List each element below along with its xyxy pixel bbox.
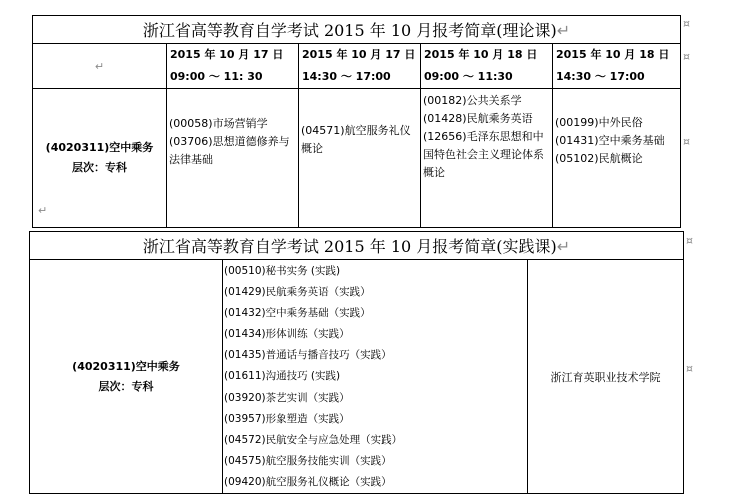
practice-title: 浙江省高等教育自学考试 2015 年 10 月报考简章(实践课) [142, 237, 557, 256]
course-item: (03706)思想道德修养与法律基础 [169, 135, 290, 166]
course-cell [421, 89, 553, 228]
practice-title-cell [30, 232, 684, 260]
header-blank-cell [33, 44, 167, 89]
paragraph-mark: ↵ [38, 204, 48, 217]
course-item: (00182)公共关系学 [423, 94, 522, 107]
course-item: (01611)沟通技巧 (实践) [224, 370, 341, 383]
session-header [553, 44, 681, 89]
course-item: (01432)空中乘务基础（实践） [224, 307, 371, 320]
row-end-mark: ¤ [683, 135, 690, 148]
course-item: (03957)形象塑造（实践） [224, 412, 350, 425]
course-item: (01431)空中乘务基础 [555, 134, 665, 147]
paragraph-mark: ↵ [556, 21, 571, 40]
session-date: 2015 年 10 月 18 日 [556, 48, 670, 61]
session-time: 14:30 ～ 17:00 [556, 70, 645, 83]
school-name: 浙江育英职业技术学院 [550, 370, 661, 384]
theory-schedule-table [32, 15, 681, 228]
course-item: (00199)中外民俗 [555, 116, 643, 129]
session-header [167, 44, 299, 89]
session-date: 2015 年 10 月 17 日 [302, 48, 416, 61]
practice-course-list [223, 260, 528, 494]
session-date: 2015 年 10 月 18 日 [424, 48, 538, 61]
session-time: 09:00 ～ 11: 30 [170, 70, 263, 83]
course-cell [553, 89, 681, 228]
course-item: (09420)航空服务礼仪概论（实践） [224, 475, 392, 488]
row-end-mark: ¤ [683, 50, 690, 63]
course-item: (01429)民航乘务英语（实践） [224, 286, 371, 299]
course-cell [167, 89, 299, 228]
paragraph-mark: ↵ [94, 59, 105, 73]
course-item: (00058)市场营销学 [169, 117, 268, 130]
session-date: 2015 年 10 月 17 日 [170, 48, 284, 61]
program-name: (4020311)空中乘务 [45, 141, 154, 154]
practice-schedule-table [29, 231, 684, 494]
course-item: (04572)民航安全与应急处理（实践） [224, 433, 403, 446]
session-header [421, 44, 553, 89]
program-cell [30, 260, 223, 494]
school-cell [528, 260, 684, 494]
course-item: (01428)民航乘务英语 [423, 112, 533, 125]
course-item: (04575)航空服务技能实训（实践） [224, 454, 392, 467]
session-header [299, 44, 421, 89]
program-level: 层次：专科 [98, 379, 154, 393]
course-item: (12656)毛泽东思想和中国特色社会主义理论体系概论 [423, 130, 544, 179]
course-item: (00510)秘书实务 (实践) [224, 265, 341, 277]
course-item: (04571)航空服务礼仪概论 [301, 124, 411, 155]
row-end-mark: ¤ [686, 362, 693, 375]
program-cell [33, 89, 167, 228]
course-cell [299, 89, 421, 228]
course-item: (01434)形体训练（实践） [224, 328, 350, 341]
row-end-mark: ¤ [683, 17, 690, 30]
program-level: 层次：专科 [72, 161, 127, 174]
course-item: (01435)普通话与播音技巧（实践） [224, 349, 392, 362]
program-name: (4020311)空中乘务 [72, 359, 180, 373]
theory-title: 浙江省高等教育自学考试 2015 年 10 月报考简章(理论课) [142, 21, 557, 40]
session-time: 14:30 ～ 17:00 [302, 70, 391, 83]
row-end-mark: ¤ [686, 234, 693, 247]
paragraph-mark: ↵ [556, 237, 571, 256]
theory-title-cell [33, 16, 681, 44]
course-item: (05102)民航概论 [555, 152, 643, 165]
course-item: (03920)茶艺实训（实践） [224, 391, 350, 404]
session-time: 09:00 ～ 11:30 [424, 70, 513, 83]
